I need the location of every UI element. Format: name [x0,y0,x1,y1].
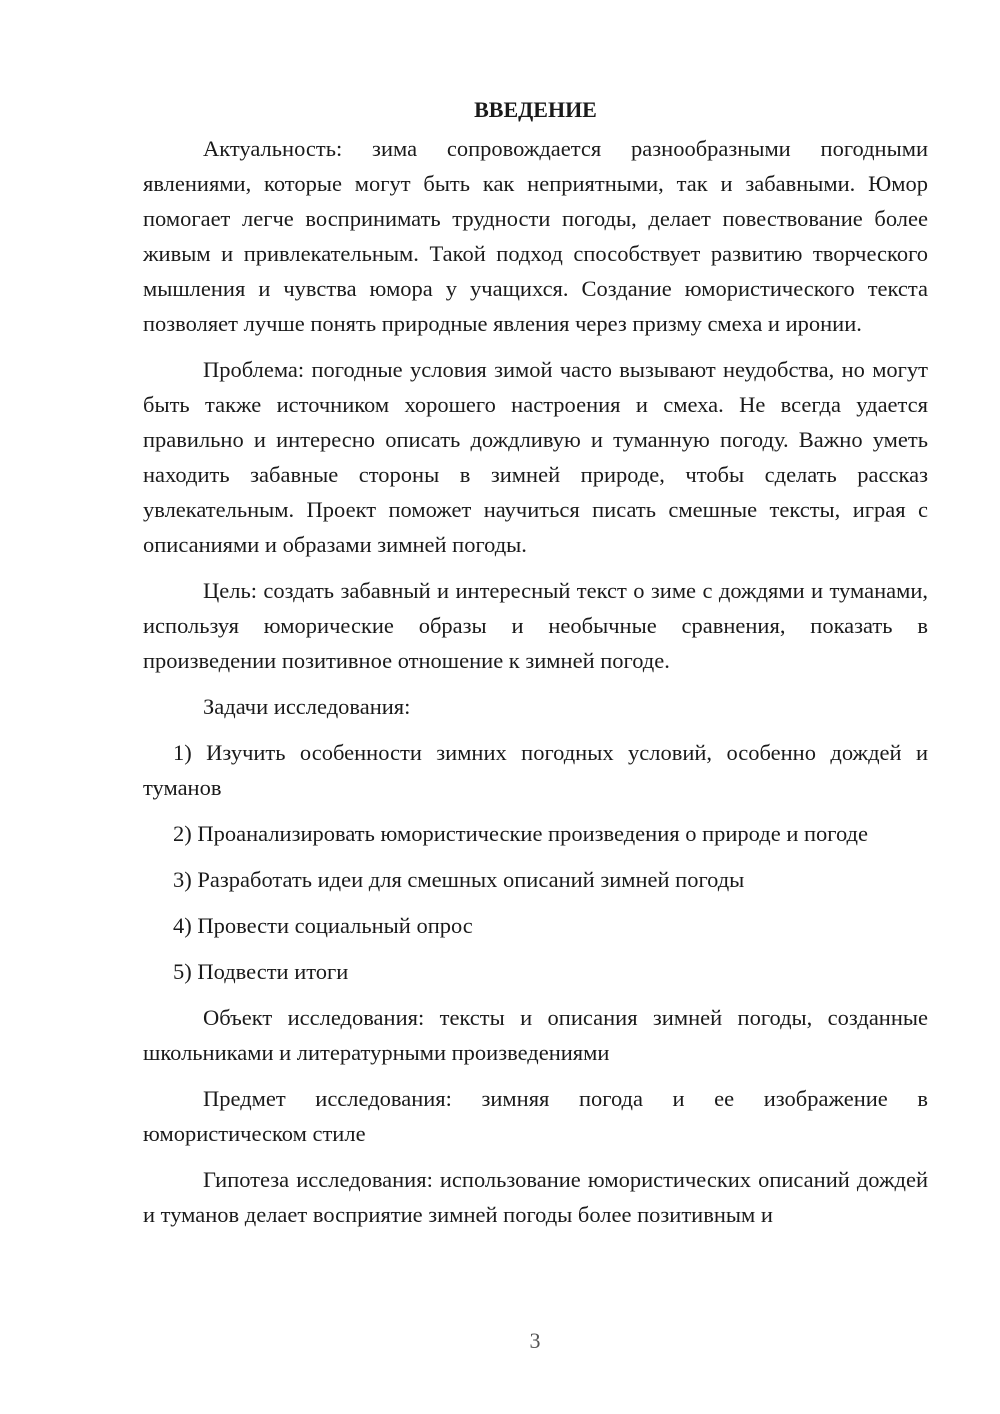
page-number: 3 [529,1328,541,1353]
object-paragraph: Объект исследования: тексты и описания зимней погоды, созданные школьниками и литературными произведениями [143,1005,928,1065]
subject-paragraph: Предмет исследования: зимняя погода и ее изображение в юмористическом стиле [143,1086,928,1146]
task-item-1: 1) Изучить особенности зимних погодных условий, особенно дождей и туманов [143,740,928,800]
task-item-5: 5) Подвести итоги [173,959,349,984]
task-item-2: 2) Проанализировать юмористические произведения о природе и погоде [173,821,868,846]
hypothesis-paragraph: Гипотеза исследования: использование юмористических описаний дождей и туманов делает восприятие зимней погоды более позитивным и [143,1167,928,1227]
task-item-4: 4) Провести социальный опрос [173,913,473,938]
goal-paragraph: Цель: создать забавный и интересный текст о зиме с дождями и туманами, используя юморические образы и необычные сравнения, показать в произведении позитивное отношение к зимней погоде. [143,578,928,673]
problem-paragraph: Проблема: погодные условия зимой часто вызывают неудобства, но могут быть также источником хорошего настроения и смеха. Не всегда удается правильно и интересно описать дождливую и туманную погоду. Важно уметь находить забавные стороны в зимней природе, чтобы сделать рассказ увлекательным. Проект поможет научиться писать смешные тексты, играя с описаниями и образами зимней погоды. [143,357,928,557]
tasks-heading: Задачи исследования: [203,694,411,719]
section-title: ВВЕДЕНИЕ [474,97,597,122]
task-item-3: 3) Разработать идеи для смешных описаний зимней погоды [173,867,745,892]
relevance-paragraph: Актуальность: зима сопровождается разнообразными погодными явлениями, которые могут быть как неприятными, так и забавными. Юмор помогает легче воспринимать трудности погоды, делает повествование более живым и привлекательным. Такой подход способствует развитию творческого мышления и чувства юмора у учащихся. Создание юмористического текста позволяет лучше понять природные явления через призму смеха и иронии. [143,136,928,336]
page-content [143,92,928,1243]
